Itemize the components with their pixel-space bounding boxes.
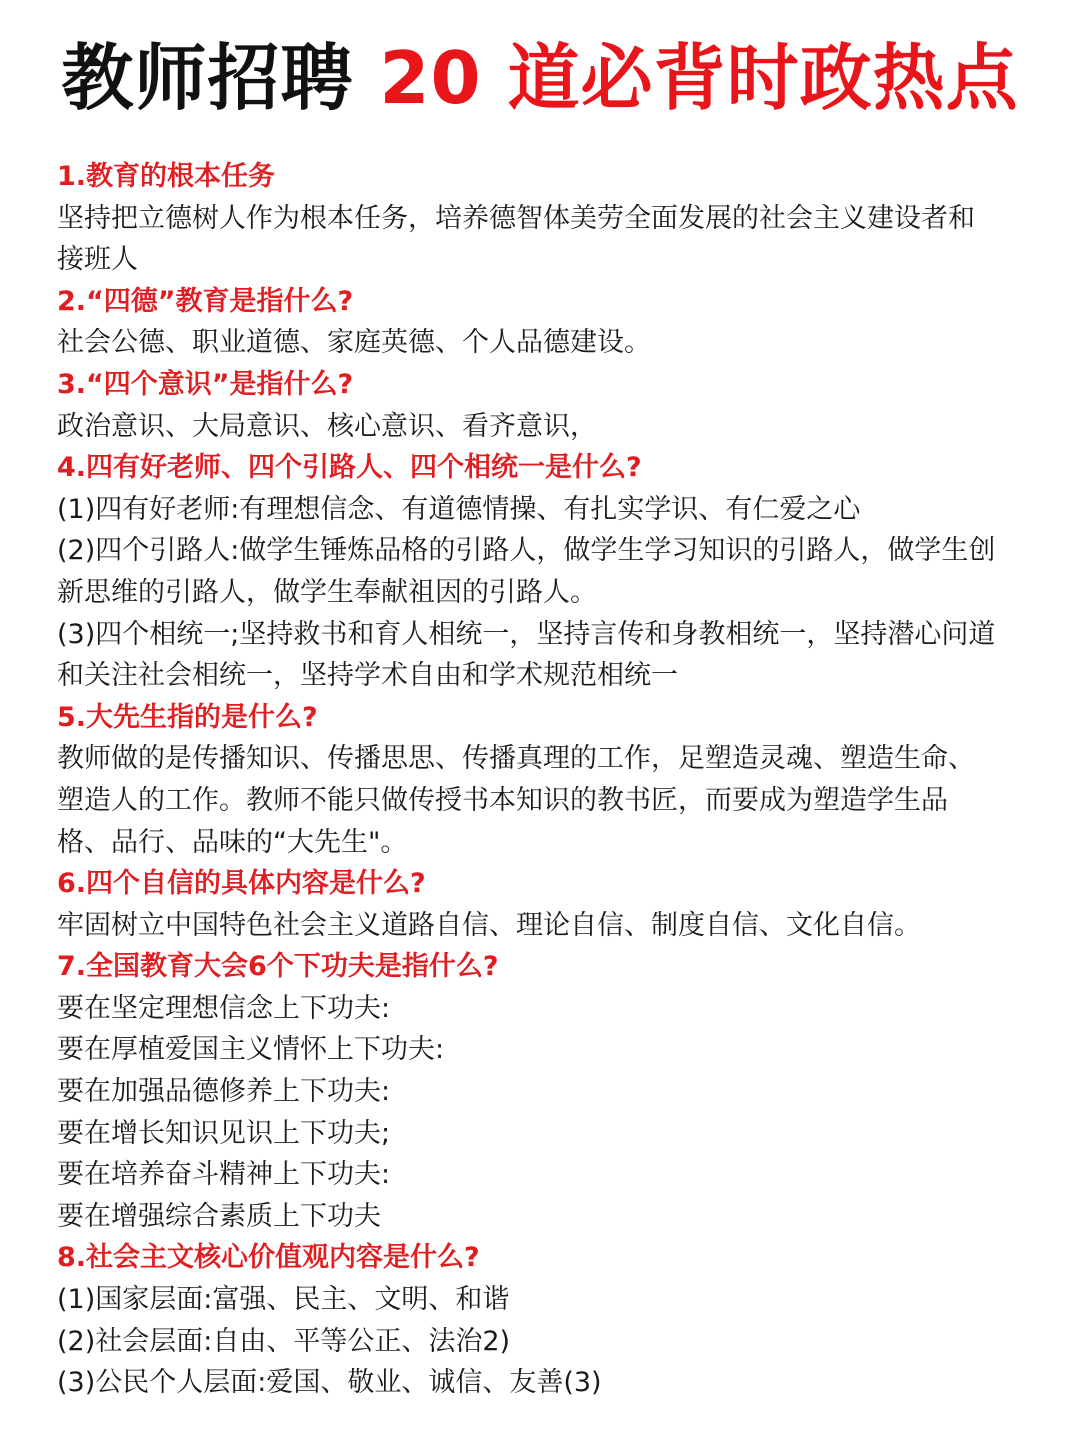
answer-text: 要在培养奋斗精神上下功夫: [57,1159,391,1191]
answer-text: 要在坚定理想信念上下功夫: [57,992,391,1024]
question-heading: 5.大先生指的是什么? [57,701,318,733]
answer-text: 要在增长知识见识上下功夫; [57,1117,391,1149]
answer-text: 牢固树立中国特色社会主义道路自信、理论自信、制度自信、文化自信。 [57,909,921,941]
page-title-black: 教师招聘 [61,36,354,120]
answer-text: 政治意识、大局意识、核心意识、看齐意识， [57,410,597,442]
answer-text: (3)公民个人层面:爱国、敬业、诚信、友善(3) [57,1367,602,1399]
answer-text: (2)四个引路人:做学生锤炼品格的引路人，做学生学习知识的引路人，做学生创 [57,535,996,567]
answer-text: 塑造人的工作。教师不能只做传授书本知识的教书匠，而要成为塑造学生品 [57,784,948,816]
answer-text: (3)四个相统一;坚持救书和育人相统一，坚持言传和身教相统一，坚持潜心问道 [57,618,996,650]
answer-text: 新思维的引路人，做学生奉献祖因的引路人。 [57,576,597,608]
answer-text: 社会公德、职业道德、家庭英德、个人品德建设。 [57,327,651,359]
question-heading: 1.教育的根本任务 [57,161,276,192]
question-heading: 8.社会主文核心价值观内容是什么? [57,1242,480,1274]
question-heading: 6.四个自信的具体内容是什么? [57,868,426,900]
answer-text: 要在增强综合素质上下功夫 [57,1200,381,1232]
answer-text: (1)四有好老师:有理想信念、有道德情操、有扎实学识、有仁爱之心 [57,493,861,525]
answer-text: 坚持把立德树人作为根本任务，培养德智体美劳全面发展的社会主义建设者和 [57,202,975,234]
answer-text: (2)社会层面:自由、平等公正、法治2) [57,1325,511,1357]
answer-text: 和关注社会相统一，坚持学术自由和学术规范相统一 [57,660,678,692]
answer-text: 格、品行、品味的“大先生"。 [57,826,408,858]
page-title [0,28,1080,128]
answer-text: 教师做的是传播知识、传播思思、传播真理的工作，足塑造灵魂、塑造生命、 [57,743,975,775]
article-body [57,156,1027,1404]
answer-text: 要在加强品德修养上下功夫: [57,1076,391,1108]
question-heading: 7.全国教育大会6个下功夫是指什么? [57,951,499,983]
question-heading: 2.“四德”教育是指什么? [57,285,354,317]
question-heading: 4.四有好老师、四个引路人、四个相统一是什么? [57,452,642,484]
answer-text: 接班人 [57,244,138,276]
answer-text: 要在厚植爱国主义情怀上下功夫: [57,1034,445,1066]
answer-text: (1)国家层面:富强、民主、文明、和谐 [57,1284,510,1316]
page-title-red: 20 道必背时政热点 [379,36,1019,120]
question-heading: 3.“四个意识”是指什么? [57,368,354,400]
